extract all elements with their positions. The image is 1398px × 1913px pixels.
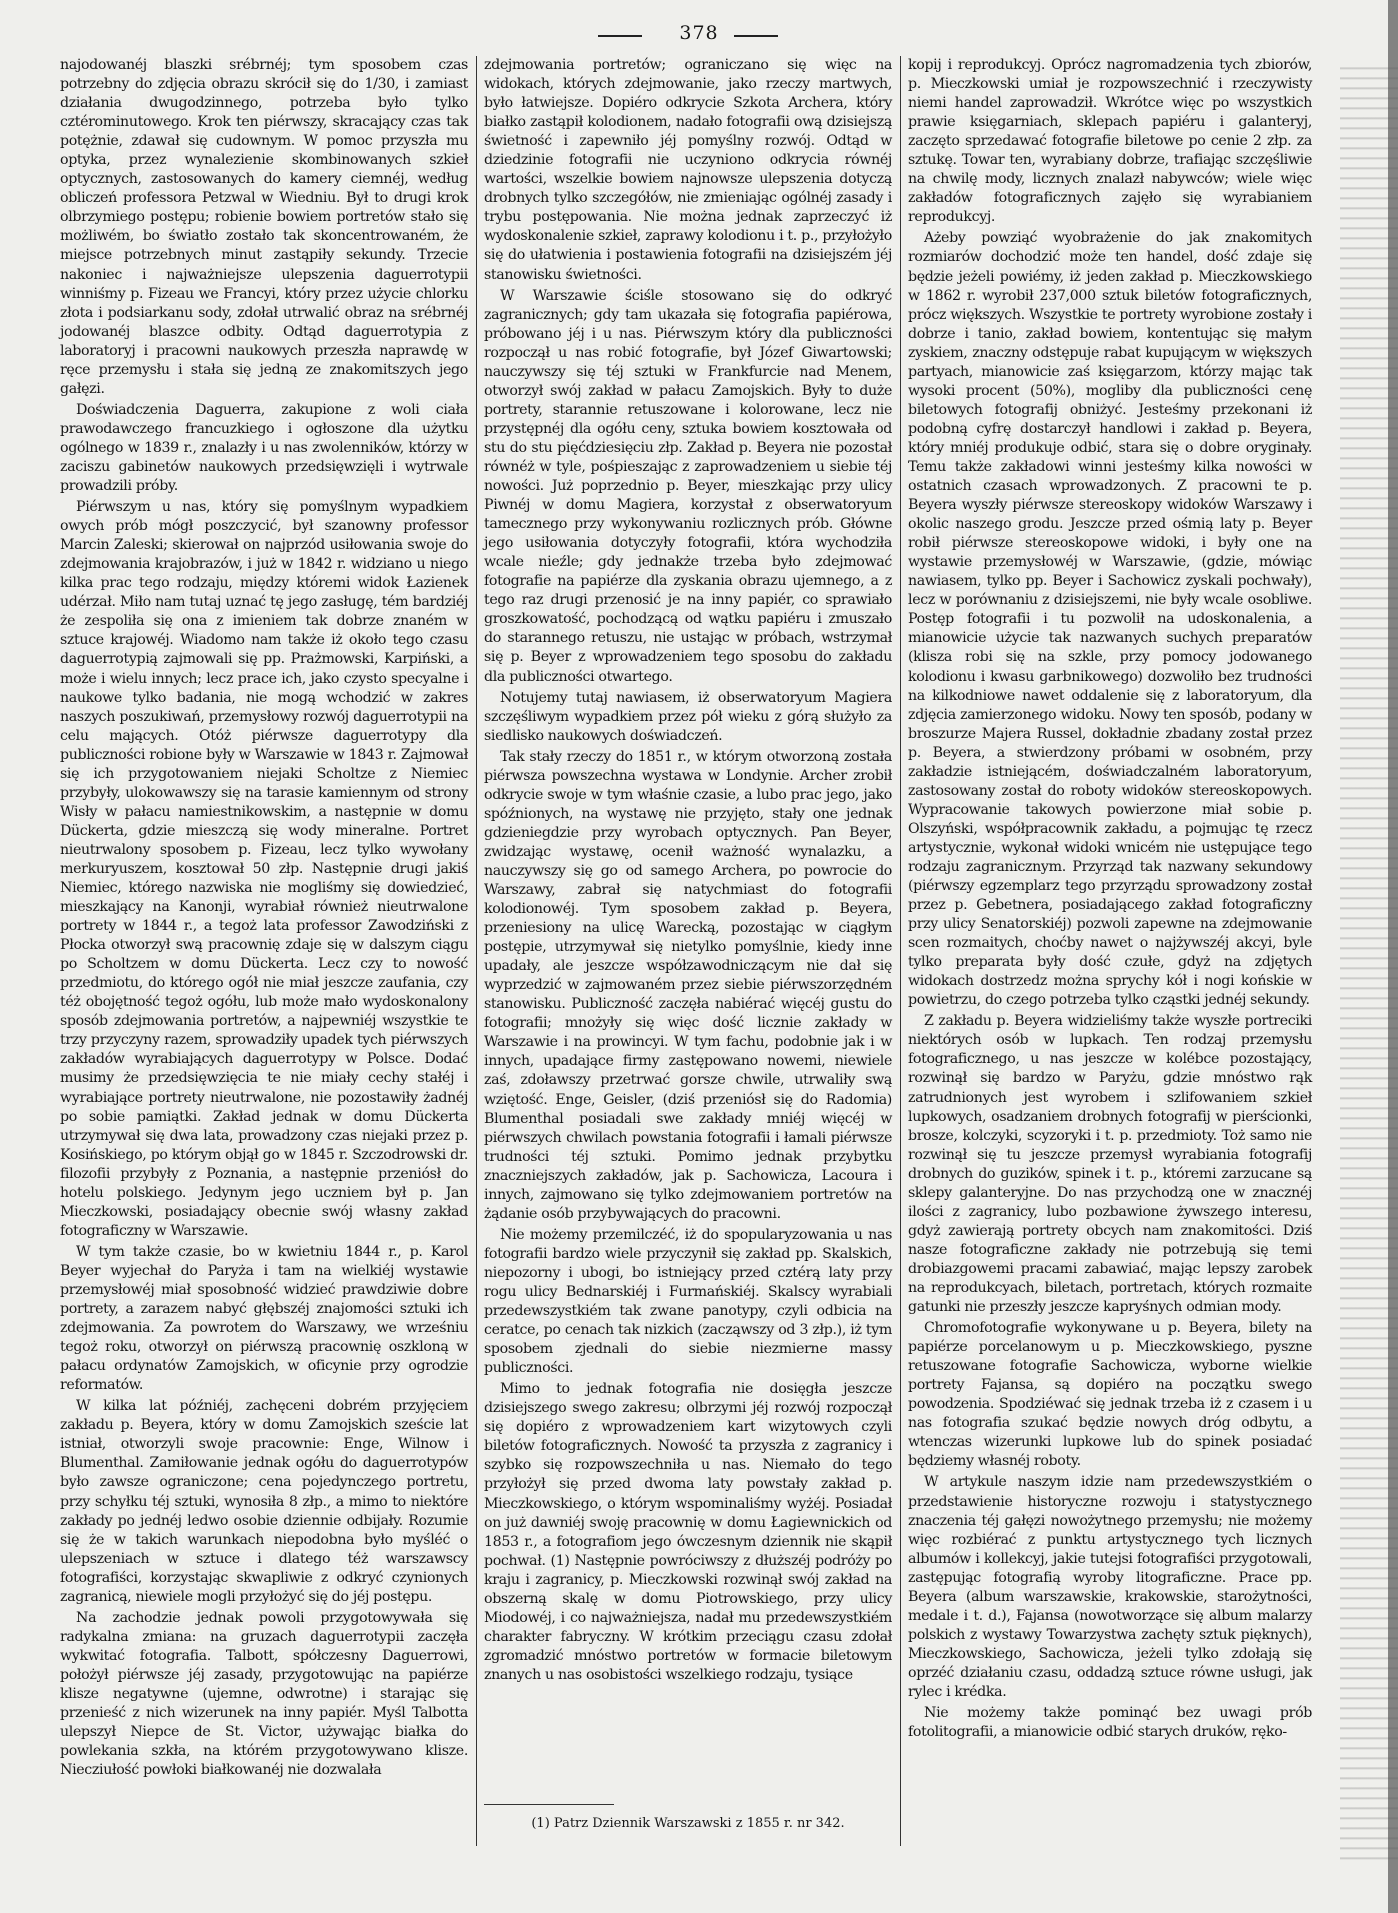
text-column-3 [908, 56, 1312, 1742]
paragraph: Mimo to jednak fotografia nie dosięgła jeszcze dzisiejszego swego zakresu; olbrzymi jéj rozwój rozpoczął się dopiéro z wprowadzeniem kart wizytowych czyli biletów fotograficznych. Nowość ta przyszła z zagranicy i szybko się rozpowszechniła u nas. Niemało do tego przyłożył się przed dwoma laty powstały zakład p. Mieczkowskiego, o którym wspominaliśmy wyżéj. Posiadał on już dawniéj swoję pracownię w domu Łagiewnickich od 1853 r., a fotografiom jego ówczesnym dziennik nie skąpił pochwał. (1) Następnie powróciwszy z dłuższéj podróży po kraju i zagranicy, p. Mieczkowski rozwinął swój zakład na obszerną skalę w domu Piotrowskiego, przy ulicy Miodowéj, i co najważniejsza, nadał mu przedewszystkiém charakter fabryczny. W krótkim przeciągu czasu zdołał zgromadzić mnóstwo portretów w formacie biletowym znanych u nas osobistości wszelkiego rodzaju, tysiące [484, 1381, 892, 1683]
paragraph: W Warszawie ściśle stosowano się do odkryć zagranicznych; gdy tam ukazała się fotografia papiérowa, próbowano jéj i u nas. Piérwszym który dla publiczności rozpoczął u nas robić fotografie, był Józef Giwartowski; nauczywszy się téj sztuki w Frankfurcie nad Menem, otworzył swój zakład w pałacu Zamojskich. Były to duże portrety, starannie retuszowane i kolorowane, lecz nie przystępnéj dla ogółu ceny, sztuka bowiem kosztowała od stu do stu pięćdziesięciu złp. Zakład p. Beyera nie pozostał równéż w tyle, pośpieszając z zaprowadzeniem u siebie téj nowości. Już poprzednio p. Beyer, mieszkając przy ulicy Piwnéj w domu Magiera, korzystał z obserwatoryum tamecznego przy wykonywaniu rozlicznych prób. Główne jego usiłowania dotyczyły fotografii, która wychodziła wcale nieźle; gdy jednakże trzeba było zdejmować fotografie na papiérze dla zyskania obrazu ujemnego, a z tego raz drugi przenosić je na inny papiér, co sprawiało groszkowatość, pochodzącą od wątku papiéru i zmuszało do starannego retuszu, nie ustając w próbach, wstrzymał się p. Beyer z wprowadzeniem tego sposobu do zakładu dla publiczności otwartego. [484, 287, 892, 685]
paragraph: kopij i reprodukcyj. Oprócz nagromadzenia tych zbiorów, p. Mieczkowski umiał je rozpowszechnić i rzeczywisty niemi handel zaprowadził. Wkrótce więc po wszystkich prawie księgarniach, sklepach papiéru i galanteryj, zaczęto sprzedawać fotografie biletowe po cenie 2 złp. za sztukę. Towar ten, wyrabiany dobrze, trafiając szczęśliwie na chwilę mody, licznych znalazł nabywców; wiele więc zakładów fotograficznych zajęło się wyrabianiem reprodukcyj. [908, 57, 1312, 226]
column-divider [900, 56, 901, 1846]
binding-edge [1388, 0, 1398, 1913]
paragraph: Tak stały rzeczy do 1851 r., w którym otworzoną została piérwsza powszechna wystawa w Londynie. Archer zrobił odkrycie swoje w tym właśnie czasie, a lubo prac jego, jako spóźnionych, na wystawę nie przyjęto, stały one jednak gdzieniegdzie przy wyrobach optycznych. Pan Beyer, zwidzając wystawę, ocenił ważność wynalazku, a nauczywszy się go od samego Archera, po powrocie do Warszawy, zabrał się natychmiast do fotografii kolodionowéj. Tym sposobem zakład p. Beyera, przeniesiony na ulicę Warecką, pozostając w ciągłym postępie, utrzymywał się nietylko pomyślnie, kiedy inne upadały, ale jeszcze współzawodniczącym nie dał się wyprzedzić w zajmowaném przez siebie piérwszorzędném stanowisku. Publiczność zaczęła nabiérać więcéj gustu do fotografii; mnożyły się więc dość licznie zakłady w Warszawie i na prowincyi. W tym fachu, podobnie jak i w innych, upadające firmy zastępowano nowemi, niewiele zaś, zdoławszy przetrwać gorsze chwile, utrwaliły swą wziętość. Enge, Geisler, (dziś przeniósł się do Radomia) Blumenthal posiadali swe zakłady mniéj więcéj w piérwszych chwilach powstania fotografii i łamali piérwsze trudności téj sztuki. Pomimo jednak przybytku znaczniejszych zakładów, jak p. Sachowicza, Lacoura i innych, zajmowano się tylko zdejmowaniem portretów na żądanie osób przybywających do pracowni. [484, 748, 892, 1222]
paragraph: W artykule naszym idzie nam przedewszystkiém o przedstawienie historyczne rozwoju i statystycznego znaczenia téj gałęzi nowożytnego przemysłu; nie możemy więc rozbiérać z punktu artystycznego tych licznych albumów i kollekcyj, jakie tutejsi fotografiści przygotowali, zastępując fotografią wyroby litograficzne. Prace pp. Beyera (album warszawskie, krakowskie, starożytności, medale i t. d.), Fajansa (nowotworzące się album malarzy polskich z wystawy Towarzystwa zachęty sztuk pięknych), Mieczkowskiego, Sachowicza, jeżeli tylko zdołają się oprzéć działaniu czasu, oddadzą sztuce równe usługi, jak rylec i krédka. [908, 1474, 1312, 1700]
paragraph: zdejmowania portretów; ograniczano się więc na widokach, których zdejmowanie, jako rzeczy martwych, było łatwiejsze. Dopiéro odkrycie Szkota Archera, który białko zastąpił kolodionem, nadało fotografii ową dzisiejszą świetność i zapewniło jéj pomyślny rozwój. Odtąd w dziedzinie fotografii nie uczyniono odkrycia równéj wartości, wszelkie bowiem najnowsze ulepszenia dotyczą drobnych tylko szczegółów, nie zmieniając ogólnéj zasady i trybu postępowania. Nie można jednak zaprzeczyć iż wydoskonalenie szkieł, zaprawy kolodionu i t. p., przyłożyło się do ułatwienia i postawienia fotografii na dzisiejszém jéj stanowisku świetności. [484, 57, 892, 283]
paragraph: Nie możemy także pominąć bez uwagi prób fotolitografii, a mianowicie odbić starych druków, ręko- [908, 1705, 1312, 1741]
paragraph: Doświadczenia Daguerra, zakupione z woli ciała prawodawczego francuzkiego i ogłoszone dla użytku ogólnego w 1839 r., znalazły i u nas zwolenników, którzy w zaciszu gabinetów naukowych przedsięwzięli i wytrwale prowadzili próby. [60, 401, 468, 495]
footnote-rule [484, 1804, 614, 1805]
paragraph: W tym także czasie, bo w kwietniu 1844 r., p. Karol Beyer wyjechał do Paryża i tam na wielkiéj wystawie przemysłowéj miał sposobność widzieć prawdziwie dobre portrety, a zarazem nabyć głębszéj znajomości sztuki ich zdejmowania. Za powrotem do Warszawy, we wrześniu tegoż roku, otworzył on piérwszą pracownię oszkloną w pałacu ordynatów Zamojskich, w oficynie przy ogrodzie reformatów. [60, 1243, 468, 1394]
paragraph: najodowanéj blaszki srébrnéj; tym sposobem czas potrzebny do zdjęcia obrazu skrócił się do 1/30, i zamiast działania dwugodzinnego, potrzeba było tylko cztérominutowego. Krok ten piérwszy, skracający czas tak potężnie, zdawał się cudownym. W pomoc przyszła mu optyka, przez wynalezienie skombinowanych szkieł optycznych, zastosowanych do kamery ciemnéj, według obliczeń professora Petzwal w Wiedniu. Był to drugi krok olbrzymiego postępu; robienie bowiem portretów stało się możliwém, bo światło zostało tak skoncentrowaném, że miejsce potrzebnych minut zastąpiły sekundy. Trzecie nakoniec i najważniejsze ulepszenia daguerrotypii winniśmy p. Fizeau we Francyi, który przez użycie chlorku złota i podsiarkanu sody, zdołał utrwalić obraz na srébrnéj jodowanéj blaszce odbity. Odtąd daguerrotypia z laboratoryj i pracowni naukowych przeszła naprawdę w ręce przemysłu i stała się jedną ze znakomitszych jego gałęzi. [60, 57, 468, 397]
footnote: (1) Patrz Dziennik Warszawski z 1855 r. nr 342. [531, 1816, 845, 1831]
paragraph: Nie możemy przemilczéć, iż do spopularyzowania u nas fotografii bardzo wiele przyczynił się zakład pp. Skalskich, niepozorny i ubogi, bo istniejący przed cztérą laty przy rogu ulicy Bednarskiéj i Furmańskiéj. Skalscy wyrabiali przedewszystkiém tak zwane panotypy, czyli odbicia na ceratce, po cenach tak nizkich (zacząwszy od 3 złp.), iż tym sposobem zjednali do siebie niezmierne massy publiczności. [484, 1226, 892, 1377]
paragraph: W kilka lat późniéj, zachęceni dobrém przyjęciem zakładu p. Beyera, który w domu Zamojskich szeście lat istniał, otworzyli swoje pracownie: Enge, Wilnow i Blumenthal. Zamiłowanie jednak ogółu do daguerrotypów było zawsze ograniczone; cena pojedynczego portretu, przy schyłku téj sztuki, wynosiła 8 złp., a mimo to niektóre zakłady po jednéj ledwo osobie dziennie odbijały. Rozumie się że w takich warunkach niepodobna było myśléć o ulepszeniach w sztuce i dlatego téż warszawscy fotografiści, korzystając skwapliwie z odkryć czynionych zagranicą, niewiele mogli przyłożyć się do jéj postępu. [60, 1398, 468, 1605]
paragraph: Na zachodzie jednak powoli przygotowywała się radykalna zmiana: na gruzach daguerrotypii zaczęła wykwitać fotografia. Talbott, spółczesny Daguerrowi, położył piérwsze jéj zasady, przygotowując na papiérze klisze negatywne (ujemne, odwrotne) i starając się przenieść z nich wizerunek na inny papiér. Myśl Talbotta ulepszył Niepce de St. Victor, używając białka do powlekania szkła, na którém przygotowywano klisze. Niecziułość powłoki białkowanéj nie dozwalała [60, 1609, 468, 1779]
paragraph: Piérwszym u nas, który się pomyślnym wypadkiem owych prób mógł poszczycić, był szanowny professor Marcin Zaleski; skierował on najprzód usiłowania swoje do zdejmowania krajobrazów, i już w 1842 r. widziano u niego kilka prac tego rodzaju, między któremi widok Łazienek udérzał. Miło nam tutaj uznać tę jego zasługę, tém bardziéj że zespoliła się ona z imieniem tak dobrze znaném w sztuce krajowéj. Wiadomo nam także iż około tego czasu daguerrotypią zajmowali się pp. Prażmowski, Karpiński, a może i wielu innych; lecz prace ich, jako czysto specyalne i naukowe tylko badania, nie mogą wchodzić w zakres naszych poszukiwań, przemysłowy rozwój daguerrotypii na celu mających. Otóż piérwsze daguerrotypy dla publiczności robione były w Warszawie w 1843 r. Zajmował się ich przygotowaniem niejaki Scholtze z Niemiec przybyły, ulokowawszy się na tarasie kamiennym od strony Wisły w pałacu namiestnikowskim, a następnie w domu Dückerta, gdzie mieszczą się wody mineralne. Portret nieutrwalony sposobem p. Fizeau, lecz tylko wywołany merkuryuszem, kosztował 50 złp. Następnie drugi jakiś Niemiec, którego nazwiska nie mogliśmy się dowiedzieć, mieszkający na Kanonji, wyrabiał również nieutrwalone portrety w 1844 r., a tegoż lata professor Zawodziński z Płocka otworzył swą pracownię zdaje się w dalszym ciągu po Scholtzem w domu Dückerta. Lecz czy to nowość przedmiotu, do którego ogół nie miał jeszcze zaufania, czy téż obojętność tegoż ogółu, lub może mało wydoskonalony sposób zdejmowania portretów, a najpewniéj wszystkie te trzy przyczyny razem, sprowadziły upadek tych piérwszych zakładów wyrabiających daguerrotypy w Polsce. Dodać musimy że przedsięwzięcia te nie miały cechy stałéj i wyrabiające portrety nieutrwalone, nie pozostawiły żadnéj po sobie pamiątki. Zakład jednak w domu Dückerta utrzymywał się dwa lata, prowadzony czas niejaki przez p. Kosińskiego, po którym objął go w 1845 r. Szczodrowski dr. filozofii przybyły z Poznania, a następnie przeniósł do hotelu polskiego. Jedynym jego uczniem był p. Jan Mieczkowski, posiadający obecnie swój własny zakład fotograficzny w Warszawie. [60, 499, 468, 1239]
paragraph: Notujemy tutaj nawiasem, iż obserwatoryum Magiera szczęśliwym wypadkiem przez pół wieku z górą służyło za siedlisko naukowych doświadczeń. [484, 689, 892, 744]
text-column-1 [60, 56, 468, 1780]
column-divider [476, 56, 477, 1846]
page-number-rule-right [734, 35, 778, 37]
text-column-2 [484, 56, 892, 1685]
page-number: 378 [679, 22, 719, 44]
paragraph: Chromofotografie wykonywane u p. Beyera, bilety na papiérze porcelanowym u p. Mieczkowskiego, pyszne retuszowane fotografie Sachowicza, wyborne wielkie portrety Fajansa, są dopiéro na początku swego powodzenia. Spodziéwać się jednak trzeba iż z czasem i u nas fotografia szukać będzie nowych dróg odbytu, a wtenczas wizerunki lupkowe lub do spinek posiadać będziemy własnéj roboty. [908, 1320, 1312, 1470]
paragraph: Z zakładu p. Beyera widzieliśmy także wyszłe portreciki niektórych osób w lupkach. Ten rodzaj przemysłu fotograficznego, u nas jeszcze w kolébce pozostający, rozwinął się bardzo w Paryżu, gdzie mnóstwo rąk zatrudnionych jest wyrobem i szlifowaniem szkieł lupkowych, osadzaniem drobnych fotografij w pierścionki, brosze, kolczyki, scyzoryki i t. p. przedmioty. Toż samo nie rozwinął się tu jeszcze przemysł wyrabiania fotografij drobnych do guzików, spinek i t. p., któremi zarzucane są sklepy galanteryjne. Do nas przychodzą one w znacznéj ilości z zagranicy, lubo pozbawione żywszego interesu, gdyż zawierają portrety obcych nam znakomitości. Dziś nasze fotograficzne zakłady nie potrzebują się temi drobiazgowemi pracami zabawiać, mając lepszy zarobek na reprodukcyach, biletach, portretach, których rozmaite gatunki nie przeszły jeszcze kapryśnych odmian mody. [908, 1013, 1312, 1316]
paragraph: Ażeby powziąć wyobrażenie do jak znakomitych rozmiarów dochodzić może ten handel, dość zdaje się będzie jeżeli powiémy, iż jeden zakład p. Mieczkowskiego w 1862 r. wyrobił 237,000 sztuk biletów fotograficznych, prócz większych. Wszystkie te portrety wyrobione zostały i dobrze i tanio, zakład bowiem, kontentując się małym zyskiem, znaczny odstępuje rabat kupującym w większych partyach, mianowicie zaś księgarzom, którzy mając tak wysoki procent (50%), mogliby dla publiczności cenę biletowych fotografij obniżyć. Jesteśmy przekonani iż podobną cyfrę dostarczył handlowi i zakład p. Beyera, który mniéj produkuje odbić, stara się o dobre oryginały. Temu także zakładowi winni jesteśmy kilka nowości w ostatnich czasach wprowadzonych. Z pracowni te p. Beyera wyszły piérwsze stereoskopy widoków Warszawy i okolic naszego grodu. Jeszcze przed ośmią laty p. Beyer robił piérwsze stereoskopowe widoki, i były one na wystawie przemysłowéj w Warszawie, (gdzie, mówiąc nawiasem, tylko pp. Beyer i Sachowicz zyskali pochwały), lecz w porównaniu z dzisiejszemi, nie były wcale osobliwe. Postęp fotografii i tu pozwolił na udoskonalenia, a mianowicie użycie tak nazwanych suchych preparatów (klisza robi się na szkle, przy pomocy jodowanego kolodionu i kwasu garbnikowego) dozwoliło bez trudności na kilkodniowe nawet oddalenie się z laboratoryum, dla zdjęcia zamierzonego widoku. Nowy ten sposób, podany w broszurze Majera Russel, dokładnie zbadany został przez p. Beyera, a stwierdzony próbami w osobném, przy zakładzie istniejącém, doświadczalném laboratoryum, zastosowany został do roboty widoków stereoskopowych. Wypracowanie takowych powierzone miał sobie p. Olszyński, współpracownik zakładu, a pojmując tę rzecz artystycznie, wykonał widoki wnicém nie ustępujące tego rodzaju zagranicznym. Przyrząd tak nazwany sekundowy (piérwszy egzemplarz tego przyrządu sprowadzony został przez p. Gebetnera, posiadającego zakład fotograficzny przy ulicy Senatorskiéj) pozwoli zapewne na zdejmowanie scen rozmaitych, choćby nawet o najżywszéj akcyi, byle tylko preparata były dość czułe, gdyż na zdjętych widokach dostrzedz można sprychy kół i nogi końskie w powietrzu, do czego potrzeba tylko cząstki jednéj sekundy. [908, 230, 1312, 1009]
